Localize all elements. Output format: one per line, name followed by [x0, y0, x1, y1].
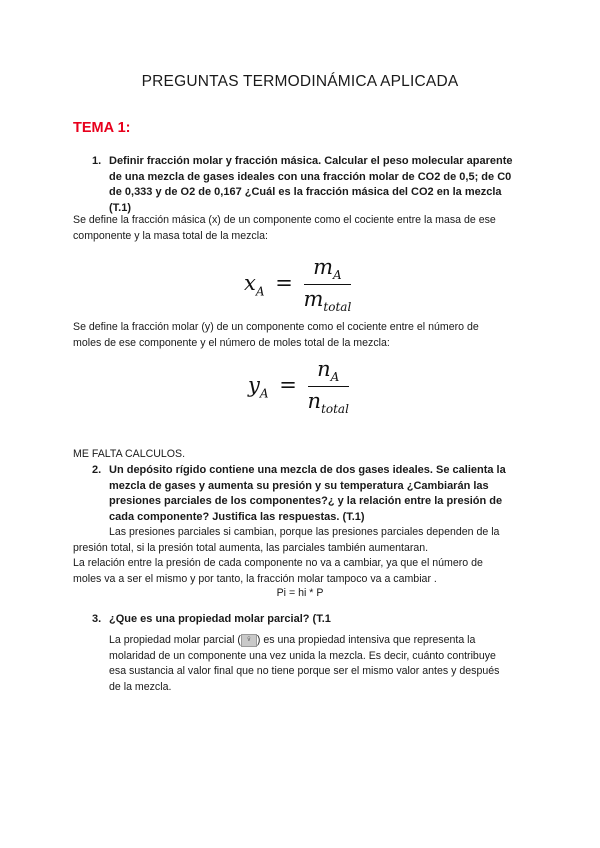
question-2-line: Un depósito rígido contiene una mezcla de dos gases ideales. Se calienta la	[109, 464, 506, 476]
question-1-line: de 0,333 y de O2 de 0,167 ¿Cuál es la fracción másica del CO2 en la mezcla	[109, 186, 502, 198]
formula-numerator: m	[313, 255, 334, 279]
paragraph-line: molaridad de un componente una vez unida la mezcla. Es decir, cuánto contribuye	[109, 649, 496, 662]
mass-fraction-definition	[73, 213, 543, 244]
molar-fraction-formula	[248, 357, 349, 416]
formula-symbol: x	[244, 271, 256, 296]
question-1-text	[109, 154, 549, 216]
paragraph-line: de la mezcla.	[109, 680, 172, 693]
answer-text: La propiedad molar parcial (	[109, 634, 241, 646]
formula-equals: =	[279, 373, 297, 398]
section-heading: TEMA 1:	[73, 120, 131, 136]
formula-equals: =	[275, 271, 293, 296]
paragraph-line: moles de ese componente y el número de moles total de la mezcla:	[73, 336, 390, 349]
partial-pressure-equation: Pi = hi * P	[276, 587, 324, 599]
missing-calculations-note: ME FALTA CALCULOS.	[73, 448, 186, 460]
paragraph-line: presión total, si la presión total aumenta, las parciales también aumentaran.	[73, 541, 429, 554]
mass-fraction-formula	[244, 255, 351, 314]
paragraph-line	[109, 633, 549, 649]
formula-numerator: n	[317, 357, 331, 381]
question-3-text: ¿Que es una propiedad molar parcial? (T.1	[109, 613, 331, 625]
document-title: PREGUNTAS TERMODINÁMICA APLICADA	[141, 73, 459, 90]
formula-subscript: total	[323, 300, 352, 315]
paragraph-line: La relación entre la presión de cada componente no va a cambiar, ya que el número de	[73, 557, 483, 569]
formula-symbol: y	[248, 373, 260, 398]
question-1-line: de una mezcla de gases ideales con una fracción molar de CO2 de 0,5; de C0	[109, 170, 512, 183]
paragraph-line: moles va a ser el mismo y por tanto, la fracción molar tampoco va a cambiar .	[73, 572, 437, 585]
formula-subscript: A	[255, 284, 265, 299]
question-2-number: 2.	[92, 464, 102, 476]
question-3-number: 3.	[92, 613, 102, 625]
paragraph-line: esa sustancia al valor final que no tiene porque ser el mismo valor antes y después	[109, 665, 500, 677]
question-3-answer	[109, 633, 549, 695]
molar-fraction-definition	[73, 320, 543, 351]
formula-subscript: A	[330, 370, 340, 385]
paragraph-line: Se define la fracción molar (y) de un componente como el cociente entre el número de	[73, 321, 479, 333]
paragraph-line: Se define la fracción másica (x) de un componente como el cociente entre la masa de ese	[73, 214, 496, 226]
question-2-line: presiones parciales de los componentes?¿ y la relación entre la presión de	[109, 495, 503, 507]
paragraph-line: Las presiones parciales si cambian, porque las presiones parciales dependen de la	[109, 526, 500, 538]
formula-denominator: m	[303, 287, 324, 312]
question-2-line: cada componente? Justifica las respuestas. (T.1)	[109, 510, 365, 523]
formula-subscript: A	[333, 268, 342, 283]
question-1-line: Definir fracción molar y fracción másica. Calcular el peso molecular aparente	[109, 155, 513, 167]
question-1-number: 1.	[92, 155, 102, 167]
formula-fraction	[308, 357, 349, 416]
formula-subscript: A	[259, 386, 269, 401]
paragraph-line: componente y la masa total de la mezcla:	[73, 229, 268, 242]
question-1-line: (T.1)	[109, 201, 131, 214]
question-2-line: mezcla de gases y aumenta su presión y su temperatura ¿Cambiarán las	[109, 479, 489, 492]
question-2-answer	[73, 525, 543, 587]
formula-subscript: total	[321, 402, 349, 417]
formula-image-icon: v̄	[241, 634, 257, 647]
question-2-text	[109, 463, 549, 525]
formula-denominator: n	[307, 389, 322, 414]
answer-text: ) es una propiedad intensiva que representa la	[256, 634, 476, 646]
formula-fraction	[304, 255, 352, 314]
